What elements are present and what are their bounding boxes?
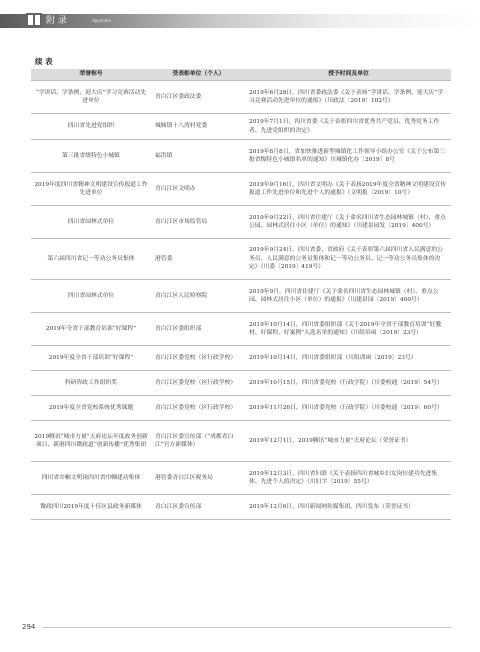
- table-cell: 2019年7月1日，四川省委《关于表彰四川省优秀共产党员、优秀党务工作者、先进党组织的决定》: [246, 114, 451, 140]
- table-row: [31, 396, 451, 421]
- table-row: [31, 206, 451, 239]
- table-row: [31, 239, 451, 280]
- table-row: [31, 280, 451, 313]
- table-cell: 2019年度全省党校系统优秀课题: [31, 396, 151, 421]
- table-cell: 青白江区市场监管局: [151, 206, 246, 239]
- table-cell: 青白江区委党校（区行政学校）: [151, 346, 246, 371]
- page-header: [0, 0, 480, 46]
- table-row: [31, 313, 451, 346]
- table-cell: 2019年10月15日，四川省委党校（行政学院）（川委校通〔2019〕54号）: [246, 371, 451, 396]
- table-row: [31, 495, 451, 520]
- table-row: [31, 114, 451, 140]
- table-cell: 青白江区文明办: [151, 173, 246, 206]
- header-band: [0, 14, 480, 28]
- table-cell: 科研咨政工作组织奖: [31, 371, 151, 396]
- table-cell: 2019年8月8日，省加快推进新型城镇化工作领导小组办公室《关于公布第三批省级特色小城镇名单的通知》川城镇化办〔2019〕8号: [246, 140, 451, 173]
- page-number: 294: [22, 623, 36, 631]
- table-cell: 2019年6月28日，四川省委政法委《关于表扬“学讲话、学条例、迎大庆”学习竞赛活动先进单位的通报》（川政法〔2019〕102号）: [246, 81, 451, 114]
- column-header: 荣誉称号: [31, 69, 151, 81]
- table-row: [31, 140, 451, 173]
- table-cell: 2019年度四川省精神文明建设宣传报道工作先进单位: [31, 173, 151, 206]
- table-cell: 港管委: [151, 239, 246, 280]
- table-cell: 青白江区委政法委: [151, 81, 246, 114]
- book-icon: [24, 10, 44, 30]
- table-row: [31, 346, 451, 371]
- footer-rule: [42, 627, 452, 628]
- table-cell: 四川省巾帼文明岗四川省巾帼建功集体: [31, 462, 151, 495]
- table-cell: 青白江区委党校（区行政学校）: [151, 396, 246, 421]
- table-cell: 四川省园林式单位: [31, 206, 151, 239]
- table-header-row: [31, 69, 451, 81]
- table-cell: 第三批省级特色小城镇: [31, 140, 151, 173]
- table-cell: 青白江区委组织部: [151, 313, 246, 346]
- table-cell: 青白江区委宣传部: [151, 495, 246, 520]
- table-cell: 2019年9月，四川省住建厅《关于命名四川省生态园林城镇（村）、重点公园、园林式居住小区（单位）的通报》（川建景园〔2019〕400号）: [246, 280, 451, 313]
- honors-table: [31, 69, 451, 520]
- table-cell: 四川省园林式单位: [31, 280, 151, 313]
- header-sub: Appendix: [92, 18, 111, 23]
- table-cell: 2019年11月26日，四川省委党校（行政学院）（川委校通〔2019〕60号）: [246, 396, 451, 421]
- table-cell: 2019年9月16日，四川省文明办《关于表扬2019年度全省精神文明建设宣传报道工作先进单位和先进个人的通报》（文明报〔2019〕10号）: [246, 173, 451, 206]
- table-cell: 第六届四川省记一等功公务员集体: [31, 239, 151, 280]
- table-cell: 港管委青白江区税务局: [151, 462, 246, 495]
- table-cell: 2019年10月14日，四川省委组织部（川组训函〔2019〕23号）: [246, 346, 451, 371]
- table-cell: 青白江区委党校（区行政学校）: [151, 371, 246, 396]
- table-cell: 2019年12月1日，2019腾讯“城市力量”天府论坛（荣誉证书）: [246, 421, 451, 462]
- table-row: [31, 371, 451, 396]
- table-cell: 城厢镇十八湾村党委: [151, 114, 246, 140]
- table-cell: 2019腾讯“城市力量”天府论坛年度政务创新项目、新港四川微政道“创新传播”优秀集团: [31, 421, 151, 462]
- table-cell: 2019年12月6日，四川新闻网传媒集团，四川发布（荣誉证书）: [246, 495, 451, 520]
- table-cell: 青白江区人民检察院: [151, 280, 246, 313]
- column-header: 授予时间及单位: [246, 69, 451, 81]
- header-label: 附 录: [46, 16, 67, 26]
- table-cell: 福洪镇: [151, 140, 246, 173]
- table-cell: 2019年12月3日，四川省妇联《关于表扬四川省城乡妇女岗位建功先进集体、先进个人的决定》（川妇字〔2019〕55号）: [246, 462, 451, 495]
- table-row: [31, 421, 451, 462]
- table-row: [31, 173, 451, 206]
- column-header: 受表彰单位（个人）: [151, 69, 246, 81]
- table-cell: “学讲话、学条例、迎大庆”学习竞赛活动先进单位: [31, 81, 151, 114]
- table-cell: 2019年9月24日，四川省委、省政府《关于表彰第六届四川省人民满意的公务员、人民满意的公务员集体和记一等功公务员、记一等功公务员集体的决定》（川委〔2019〕419号）: [246, 239, 451, 280]
- table-cell: 四川省先进党组织: [31, 114, 151, 140]
- table-cell: 青白江区委宣传部（“成都青白江”官方新媒体）: [151, 421, 246, 462]
- table-cell: 微政四川2019年度十佳区县政务新媒体: [31, 495, 151, 520]
- table-row: [31, 462, 451, 495]
- table-cell: 2019年10月14日，四川省委组织部《关于2019年全省干部教育培训“好教材、好课程、好案例”入选名单的通知》（川组培函〔2019〕23号）: [246, 313, 451, 346]
- table-cell: 2019年9月22日，四川省住建厅《关于命名四川省生态园林城镇（村）、重点公园、园林式居住小区（单位）的通知》（川建景园发〔2019〕400号）: [246, 206, 451, 239]
- table-cell: 2019年全省干部教育培训“好课程”: [31, 313, 151, 346]
- table-row: [31, 81, 451, 114]
- table-cell: 2019年度全省干部培训“好课程”: [31, 346, 151, 371]
- section-title: 续 表: [35, 57, 53, 66]
